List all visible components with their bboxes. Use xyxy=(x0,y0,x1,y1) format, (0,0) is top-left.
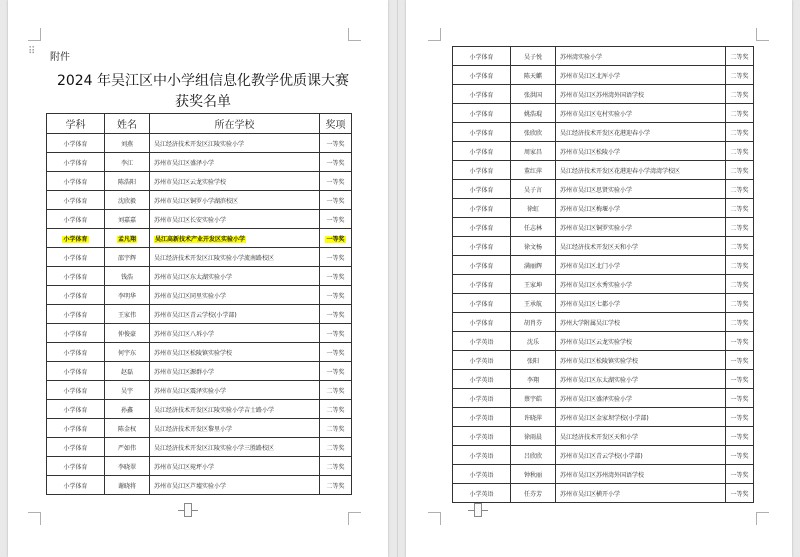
table-row xyxy=(47,362,352,381)
cell-subject: 小学体育 xyxy=(47,476,105,495)
cell-subject: 小学英语 xyxy=(453,332,511,351)
cell-award: 一等奖 xyxy=(320,267,352,286)
cell-subject: 小学体育 xyxy=(453,218,511,237)
cell-school: 吴江经济技术开发区花港迎春小学湾湾学校区 xyxy=(556,161,726,180)
cell-name: 仲俊豪 xyxy=(105,324,150,343)
cell-school: 苏州市吴江区八坼小学 xyxy=(150,324,320,343)
table-row xyxy=(453,104,754,123)
cell-name: 董红萍 xyxy=(511,161,556,180)
cell-name: 张阳 xyxy=(511,351,556,370)
cell-school: 苏州市吴江区松陵镇实验学校 xyxy=(556,351,726,370)
cell-subject: 小学体育 xyxy=(453,123,511,142)
cell-name: 许晓萍 xyxy=(511,408,556,427)
cell-school: 吴江经济技术开发区天和小学 xyxy=(556,237,726,256)
table-row xyxy=(453,237,754,256)
crop-mark xyxy=(348,28,361,41)
cell-school: 苏州市吴江区盛泽小学 xyxy=(150,153,320,172)
crop-mark xyxy=(348,512,361,525)
table-row xyxy=(47,286,352,305)
table-row xyxy=(47,438,352,457)
cell-subject: 小学英语 xyxy=(453,389,511,408)
cell-name: 吴宇 xyxy=(105,381,150,400)
cell-school: 苏州市吴江区苏州湾外国语学校 xyxy=(556,85,726,104)
table-row xyxy=(47,153,352,172)
table-row xyxy=(47,191,352,210)
cell-school: 吴江经济技术开发区黎里小学 xyxy=(150,419,320,438)
cell-subject: 小学体育 xyxy=(47,419,105,438)
cell-subject: 小学体育 xyxy=(47,172,105,191)
cell-subject: 小学体育 xyxy=(453,142,511,161)
cell-subject: 小学英语 xyxy=(453,370,511,389)
table-header-row xyxy=(47,114,352,134)
table-row xyxy=(453,123,754,142)
cell-name: 王家伟 xyxy=(105,305,150,324)
header-subject: 学科 xyxy=(47,114,105,134)
table-row xyxy=(47,324,352,343)
cell-subject: 小学体育 xyxy=(47,343,105,362)
cell-award: 一等奖 xyxy=(726,446,754,465)
cell-name: 张洪国 xyxy=(511,85,556,104)
cell-school: 苏州市吴江区东太湖实验小学 xyxy=(150,267,320,286)
cell-school: 苏州市吴江区东太湖实验小学 xyxy=(556,370,726,389)
table-row xyxy=(453,199,754,218)
table-row xyxy=(47,267,352,286)
cell-school: 吴江经济技术开发区天和小学 xyxy=(556,427,726,446)
cell-subject: 小学体育 xyxy=(453,275,511,294)
awards-table-page-2 xyxy=(452,46,754,503)
cell-award: 二等奖 xyxy=(726,180,754,199)
cell-name: 姚浩琨 xyxy=(511,104,556,123)
table-row xyxy=(47,248,352,267)
cell-name: 蔡宇皓 xyxy=(511,389,556,408)
cell-award: 二等奖 xyxy=(726,256,754,275)
cell-award: 一等奖 xyxy=(320,229,352,248)
table-row xyxy=(453,351,754,370)
cell-subject: 小学体育 xyxy=(47,362,105,381)
cell-subject: 小学体育 xyxy=(47,229,105,248)
cell-subject: 小学体育 xyxy=(453,313,511,332)
cell-name: 徐虹 xyxy=(511,199,556,218)
cell-school: 苏州市吴江区苏州湾外国语学校 xyxy=(556,465,726,484)
cell-award: 一等奖 xyxy=(320,362,352,381)
cell-name: 沈欣毅 xyxy=(105,191,150,210)
document-page-2 xyxy=(406,0,792,557)
cell-school: 苏州市吴江区梅堰小学 xyxy=(556,199,726,218)
table-row xyxy=(453,218,754,237)
cell-school: 吴江经济技术开发区江陵实验小学三胜路校区 xyxy=(150,438,320,457)
cell-school: 苏州市吴江区震泽实验小学 xyxy=(150,381,320,400)
cell-name: 严如伟 xyxy=(105,438,150,457)
cell-award: 二等奖 xyxy=(726,199,754,218)
table-row xyxy=(453,408,754,427)
cell-award: 一等奖 xyxy=(320,134,352,153)
cell-school: 苏州市吴江区北门小学 xyxy=(556,256,726,275)
cell-subject: 小学体育 xyxy=(47,210,105,229)
cell-school: 苏州市吴江区长安实验小学 xyxy=(150,210,320,229)
page-break-marker xyxy=(468,503,488,517)
table-row xyxy=(453,85,754,104)
cell-subject: 小学体育 xyxy=(453,180,511,199)
cell-award: 一等奖 xyxy=(726,332,754,351)
table-row xyxy=(453,465,754,484)
cell-name: 陈浩阳 xyxy=(105,172,150,191)
cell-subject: 小学体育 xyxy=(47,457,105,476)
page-break-marker xyxy=(178,503,198,517)
cell-award: 二等奖 xyxy=(320,457,352,476)
cell-name: 赵磊 xyxy=(105,362,150,381)
cell-award: 二等奖 xyxy=(726,104,754,123)
cell-award: 二等奖 xyxy=(726,237,754,256)
cell-school: 苏州市吴江区菀坪小学 xyxy=(150,457,320,476)
cell-school: 苏州市吴江区铜罗实验小学 xyxy=(556,218,726,237)
document-page-1 xyxy=(8,0,388,557)
document-title: 2024 年吴江区中小学组信息化教学优质课大赛 xyxy=(56,73,350,89)
cell-subject: 小学体育 xyxy=(453,66,511,85)
cell-name: 王承航 xyxy=(511,294,556,313)
table-row xyxy=(47,457,352,476)
cell-subject: 小学体育 xyxy=(47,305,105,324)
crop-mark xyxy=(28,512,41,525)
table-row xyxy=(47,400,352,419)
cell-school: 苏州市吴江区青云学校(小学部) xyxy=(150,305,320,324)
cell-award: 一等奖 xyxy=(320,153,352,172)
cell-school: 苏州市吴江区云龙实验学校 xyxy=(556,332,726,351)
cell-award: 一等奖 xyxy=(726,370,754,389)
table-row xyxy=(47,134,352,153)
table-row xyxy=(453,484,754,503)
cell-award: 一等奖 xyxy=(726,427,754,446)
cell-award: 一等奖 xyxy=(320,305,352,324)
crop-mark xyxy=(428,28,441,41)
table-row xyxy=(453,275,754,294)
cell-name: 孙鑫 xyxy=(105,400,150,419)
cell-award: 二等奖 xyxy=(726,123,754,142)
crop-mark xyxy=(756,28,769,41)
cell-school: 苏州市吴江区屯村实验小学 xyxy=(556,104,726,123)
cell-subject: 小学体育 xyxy=(47,191,105,210)
document-subtitle: 获奖名单 xyxy=(175,94,231,110)
cell-subject: 小学体育 xyxy=(453,237,511,256)
header-name: 姓名 xyxy=(105,114,150,134)
cell-name: 李翔 xyxy=(511,370,556,389)
cell-name: 任芬芳 xyxy=(511,484,556,503)
cell-award: 一等奖 xyxy=(726,351,754,370)
cell-award: 二等奖 xyxy=(320,400,352,419)
table-row xyxy=(453,294,754,313)
table-row xyxy=(453,446,754,465)
attachment-label: 附件 xyxy=(50,52,70,63)
table-row xyxy=(47,305,352,324)
cell-school: 吴江经济技术开发区花港迎春小学 xyxy=(556,123,726,142)
cell-name: 陈金权 xyxy=(105,419,150,438)
cell-award: 一等奖 xyxy=(726,408,754,427)
cell-school: 苏州市吴江区芦墟实验小学 xyxy=(150,476,320,495)
cell-award: 二等奖 xyxy=(726,66,754,85)
cell-school: 吴江经济技术开发区江陵实验小学吉士路小学 xyxy=(150,400,320,419)
cell-award: 二等奖 xyxy=(726,85,754,104)
cell-school: 吴江高新技术产业开发区实验小学 xyxy=(150,229,320,248)
cell-subject: 小学体育 xyxy=(47,324,105,343)
cell-award: 一等奖 xyxy=(320,343,352,362)
cell-name: 徐文杨 xyxy=(511,237,556,256)
cell-school: 苏州市吴江区同里实验小学 xyxy=(150,286,320,305)
cell-award: 一等奖 xyxy=(320,172,352,191)
cell-name: 沈乐 xyxy=(511,332,556,351)
cell-school: 苏州市吴江区松陵镇实验学校 xyxy=(150,343,320,362)
cell-award: 一等奖 xyxy=(320,324,352,343)
cell-award: 二等奖 xyxy=(320,438,352,457)
cell-name: 陈天麒 xyxy=(511,66,556,85)
cell-award: 二等奖 xyxy=(726,294,754,313)
cell-school: 苏州市吴江区横开小学 xyxy=(556,484,726,503)
table-row xyxy=(47,172,352,191)
cell-name: 任志林 xyxy=(511,218,556,237)
cell-name: 刘燕 xyxy=(105,134,150,153)
cell-name: 李明华 xyxy=(105,286,150,305)
cell-name: 钱浩 xyxy=(105,267,150,286)
cell-name: 胡肖芬 xyxy=(511,313,556,332)
cell-subject: 小学体育 xyxy=(453,294,511,313)
cell-award: 一等奖 xyxy=(726,465,754,484)
cell-subject: 小学体育 xyxy=(453,47,511,66)
cell-subject: 小学体育 xyxy=(453,199,511,218)
crop-mark xyxy=(756,512,769,525)
crop-mark xyxy=(28,28,41,41)
cell-name: 李江 xyxy=(105,153,150,172)
cell-name: 钟秋丽 xyxy=(511,465,556,484)
cell-name: 周家昌 xyxy=(511,142,556,161)
cell-award: 二等奖 xyxy=(726,218,754,237)
awards-table-page-1 xyxy=(46,113,352,495)
drag-handle-icon[interactable]: ⠿ xyxy=(28,46,37,57)
page-gap xyxy=(397,0,398,557)
table-row xyxy=(453,389,754,408)
table-row xyxy=(453,47,754,66)
cell-school: 苏州湾实验小学 xyxy=(556,47,726,66)
cell-name: 徐雨晨 xyxy=(511,427,556,446)
cell-name: 吕欣欣 xyxy=(511,446,556,465)
table-row xyxy=(47,381,352,400)
cell-name: 吴子言 xyxy=(511,180,556,199)
cell-school: 苏州市吴江区源群小学 xyxy=(150,362,320,381)
cell-subject: 小学体育 xyxy=(453,104,511,123)
cell-name: 孟凡翔 xyxy=(105,229,150,248)
cell-award: 二等奖 xyxy=(726,313,754,332)
cell-name: 王家坤 xyxy=(511,275,556,294)
cell-award: 一等奖 xyxy=(320,210,352,229)
cell-subject: 小学英语 xyxy=(453,351,511,370)
cell-school: 苏州市吴江区七都小学 xyxy=(556,294,726,313)
cell-subject: 小学体育 xyxy=(453,256,511,275)
cell-school: 苏州市吴江区思贤实验小学 xyxy=(556,180,726,199)
cell-subject: 小学体育 xyxy=(47,267,105,286)
cell-subject: 小学英语 xyxy=(453,427,511,446)
cell-subject: 小学体育 xyxy=(47,153,105,172)
cell-name: 满丽辉 xyxy=(511,256,556,275)
cell-subject: 小学体育 xyxy=(47,400,105,419)
cell-award: 一等奖 xyxy=(320,286,352,305)
cell-subject: 小学体育 xyxy=(47,286,105,305)
cell-subject: 小学体育 xyxy=(47,381,105,400)
cell-name: 张欣欣 xyxy=(511,123,556,142)
table-row xyxy=(453,427,754,446)
header-award: 奖项 xyxy=(320,114,352,134)
table-row xyxy=(453,370,754,389)
cell-subject: 小学英语 xyxy=(453,408,511,427)
cell-name: 李晓翠 xyxy=(105,457,150,476)
cell-subject: 小学体育 xyxy=(453,85,511,104)
cell-award: 二等奖 xyxy=(320,381,352,400)
table-row xyxy=(47,419,352,438)
cell-school: 苏州市吴江区松陵小学 xyxy=(556,142,726,161)
cell-school: 苏州市吴江区水秀实验小学 xyxy=(556,275,726,294)
cell-school: 吴江经济技术开发区江陵实验小学 xyxy=(150,134,320,153)
table-row xyxy=(453,180,754,199)
cell-school: 苏州大学附属吴江学校 xyxy=(556,313,726,332)
cell-award: 二等奖 xyxy=(726,275,754,294)
cell-school: 苏州市吴江区北厍小学 xyxy=(556,66,726,85)
cell-school: 苏州市吴江区盛泽实验小学 xyxy=(556,389,726,408)
cell-award: 二等奖 xyxy=(726,47,754,66)
cell-award: 一等奖 xyxy=(726,389,754,408)
table-row xyxy=(453,66,754,85)
table-row xyxy=(453,142,754,161)
cell-subject: 小学体育 xyxy=(47,438,105,457)
table-row xyxy=(453,161,754,180)
cell-award: 一等奖 xyxy=(726,484,754,503)
cell-subject: 小学英语 xyxy=(453,446,511,465)
crop-mark xyxy=(428,512,441,525)
cell-school: 苏州市吴江区金家坝学校(小学部) xyxy=(556,408,726,427)
table-row xyxy=(47,343,352,362)
table-row xyxy=(453,313,754,332)
cell-name: 吴子悦 xyxy=(511,47,556,66)
cell-name: 何宇东 xyxy=(105,343,150,362)
table-row xyxy=(47,476,352,495)
table-row xyxy=(453,256,754,275)
cell-award: 二等奖 xyxy=(320,476,352,495)
cell-school: 苏州市吴江区云龙实验学校 xyxy=(150,172,320,191)
cell-school: 苏州市吴江区铜罗小学湖滨校区 xyxy=(150,191,320,210)
cell-name: 邵宇辉 xyxy=(105,248,150,267)
header-school: 所在学校 xyxy=(150,114,320,134)
cell-name: 谢晓将 xyxy=(105,476,150,495)
table-row xyxy=(453,332,754,351)
cell-name: 刘嘉嘉 xyxy=(105,210,150,229)
table-row xyxy=(47,229,352,248)
cell-subject: 小学体育 xyxy=(47,248,105,267)
cell-award: 二等奖 xyxy=(320,419,352,438)
cell-school: 苏州市吴江区青云学校(小学部) xyxy=(556,446,726,465)
cell-school: 吴江经济技术开发区江陵实验小学流南路校区 xyxy=(150,248,320,267)
cell-subject: 小学英语 xyxy=(453,465,511,484)
cell-award: 二等奖 xyxy=(726,161,754,180)
cell-subject: 小学体育 xyxy=(453,161,511,180)
cell-subject: 小学英语 xyxy=(453,484,511,503)
cell-award: 二等奖 xyxy=(726,142,754,161)
cell-award: 一等奖 xyxy=(320,248,352,267)
cell-subject: 小学体育 xyxy=(47,134,105,153)
table-row xyxy=(47,210,352,229)
cell-award: 一等奖 xyxy=(320,191,352,210)
